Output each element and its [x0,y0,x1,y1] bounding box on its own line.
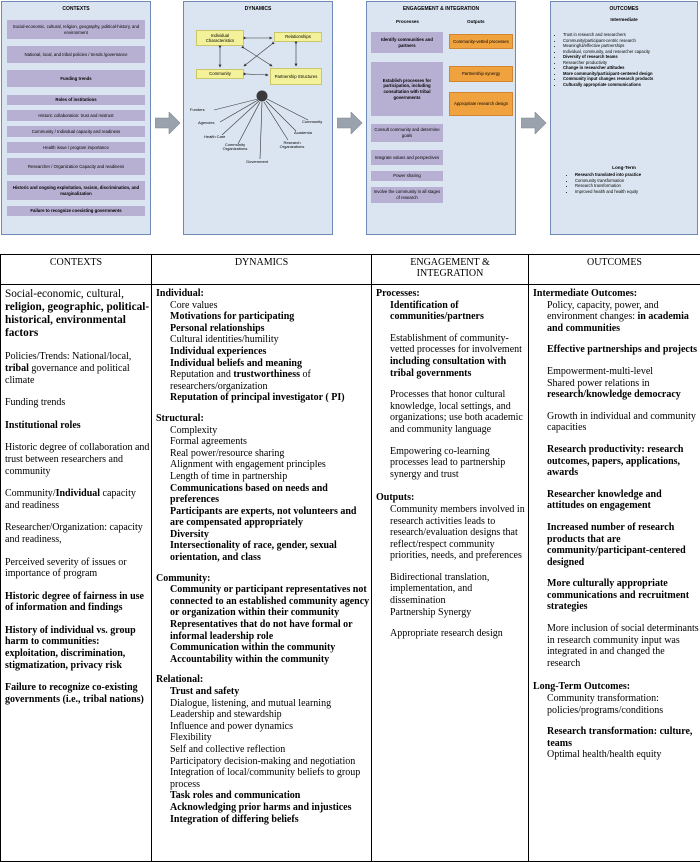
dynamics-cell [152,285,372,862]
list-item: Diversity [170,529,371,541]
dynamics-structural-section [156,413,371,564]
process-box: Establish processes for participation, including consultation with tribal governments [371,62,443,116]
context-item: Funding trends [5,397,151,409]
context-item: Researcher/Organization: capacity and readiness, [5,522,151,545]
context-item: History of individual vs. group harm to communities: exploitation, discrimination, stigmatization, privacy risk [5,625,151,671]
list-item: Acknowledging prior harms and injustices [170,802,371,814]
list-item: • Researcher productivity [563,60,695,66]
contexts-cell [1,285,152,862]
list-item: Growth in individual and community capacities [547,411,700,434]
list-item: Empowering co-learning processes lead to partnership synergy and trust [390,446,528,481]
partnership-structures-box: Partnership Structures [270,68,322,85]
list-item: Alignment with engagement principles [170,459,371,471]
community-box: Community [196,69,244,79]
processes-heading: Processes [396,19,419,24]
list-item: • Trust in research and researchers [563,32,695,38]
list-item: Increased number of research products that are community/participant-centered designed [547,522,700,568]
intermediate-outcomes-list [555,32,695,87]
context-box: Community / Individual capacity and readiness [7,126,145,137]
list-item: Policy, capacity, power, and environment changes: in academia and communities [547,300,700,335]
list-item: • More community/participant-centered design [563,71,695,77]
list-item: Integration of differing beliefs [170,814,371,826]
list-item: • Research translated into practice [575,172,699,178]
list-item: • Community transformation [575,178,699,184]
spoke-label: Community [302,119,322,124]
list-item: Reputation and trustworthiness of researchers/organization [170,369,371,392]
spoke-label: Research Organizations [276,141,308,150]
list-item: • Change in researcher attitudes [563,65,695,71]
list-item: Community or participant representatives not connected to an established community agency or organization within their community [170,584,371,619]
list-item: Communication within the community [170,642,371,654]
list-item: Community members involved in research activities leads to research/evaluation designs that reflect/respect community priorities, needs, and preferences [390,504,528,562]
list-item: Cultural identities/humility [170,334,371,346]
process-box: Integrate values and perspectives [371,150,443,165]
list-item: Empowerment-multi-level Shared power relations in research/knowledge democracy [547,366,700,401]
process-box: Identify communities and partners [371,32,443,53]
list-item: • Individual, community, and researcher capacity [563,49,695,55]
section-heading: Individual: [156,288,371,300]
section-heading: Outputs: [376,492,528,504]
spoke-label: Health Care [204,134,225,139]
list-item: Establishment of community-vetted processes for involvement including consultation with tribal governments [390,333,528,379]
context-box: Researcher / Organization Capacity and readiness [7,158,145,175]
spoke-label: Academia [294,130,312,135]
table-row [1,285,700,862]
section-heading: Long-Term Outcomes: [533,681,700,693]
list-item: Length of time in partnership [170,471,371,483]
list-item: Accountability within the community [170,654,371,666]
list-item: • Community/participant-centric research [563,38,695,44]
list-item: Self and collective reflection [170,744,371,756]
list-item: Partnership Synergy [390,607,528,619]
list-item: Formal agreements [170,436,371,448]
spoke-label: Agencies [198,120,214,125]
column-header-dynamics: DYNAMICS [152,255,372,285]
list-item: Appropriate research design [390,628,528,640]
list-item: • Improved health and health equity [575,189,699,195]
list-item: Community transformation: policies/programs/conditions [547,693,700,716]
list-item: Core values [170,300,371,312]
column-header-outcomes: OUTCOMES [529,255,700,285]
list-item: Task roles and communication [170,790,371,802]
dynamics-panel-title: DYNAMICS [184,6,332,12]
list-item: Dialogue, listening, and mutual learning [170,698,371,710]
output-box: Appropriate research design [449,92,513,116]
list-item: • Community input changes research products [563,76,695,82]
intermediate-heading: Intermediate [551,17,697,22]
list-item: • Meaningful/effective partnerships [563,43,695,49]
list-item: Identification of communities/partners [390,300,528,323]
list-item: Participants are experts, not volunteers and are compensated appropriately [170,506,371,529]
outputs-heading: Outputs [467,19,485,24]
list-item: Leadership and stewardship [170,709,371,721]
list-item: Flexibility [170,732,371,744]
spoke-label: Community Organizations [217,143,253,152]
outcomes-panel [550,1,698,235]
list-item: Real power/resource sharing [170,448,371,460]
list-item: Personal relationships [170,323,371,335]
spoke-label: Funders [190,107,205,112]
list-item: Motivations for participating [170,311,371,323]
context-box: National, local, and tribal policies / trends /governance [7,46,145,63]
list-item: Complexity [170,425,371,437]
individual-characteristics-box: Individual Characteristics [196,30,244,46]
dynamics-relational-section [156,674,371,825]
section-heading: Relational: [156,674,371,686]
longterm-heading: Long-Term [551,165,697,170]
list-item: Optimal health/health equity [547,749,700,761]
list-item: More inclusion of social determinants in research community input was integrated in and changed the research [547,623,700,669]
output-box: Community-vetted processes [449,34,513,49]
context-box: Roles of institutions [7,95,145,105]
list-item: Research transformation: culture, teams [547,726,700,749]
engagement-cell [372,285,529,862]
section-heading: Structural: [156,413,371,425]
column-header-contexts: CONTEXTS [1,255,152,285]
section-heading: Intermediate Outcomes: [533,288,700,300]
spoke-label: Government [246,159,268,164]
list-item: More culturally appropriate communications and recruitment strategies [547,578,700,613]
relationships-box: Relationships [274,32,322,42]
dynamics-individual-section [156,288,371,404]
context-item: Community/Individual capacity and readiness [5,488,151,511]
list-item: Communications based on needs and preferences [170,483,371,506]
list-item: Representatives that do not have formal or informal leadership role [170,619,371,642]
context-item: Historic degree of fairness in use of information and findings [5,591,151,614]
flow-arrow-icon [521,112,547,134]
context-item: Institutional roles [5,420,151,432]
list-item: Researcher knowledge and attitudes on engagement [547,489,700,512]
list-item: Integration of local/community beliefs to group process [170,767,371,790]
list-item: Research productivity: research outcomes, papers, applications, awards [547,444,700,479]
longterm-outcomes-list [567,172,699,194]
context-box: Historic collaboration: trust and mistrust [7,110,145,121]
context-box: Health issue / program importance [7,142,145,153]
section-heading: Processes: [376,288,528,300]
list-item: • Research transformation [575,183,699,189]
context-box: Funding trends [7,70,145,87]
list-item: Reputation of principal investigator ( PI) [170,392,371,404]
dynamics-panel [183,1,333,235]
list-item: Influence and power dynamics [170,721,371,733]
context-item: Historic degree of collaboration and trust between researchers and community [5,442,151,477]
section-heading: Community: [156,573,371,585]
list-item: Trust and safety [170,686,371,698]
output-box: Partnership synergy [449,66,513,82]
flow-arrow-icon [337,112,363,134]
process-box: Power sharing [371,171,443,181]
context-box: Failure to recognize coexisting governments [7,206,145,216]
process-box: Involve the community in all stages of research [371,187,443,203]
engagement-panel-title: ENGAGEMENT & INTEGRATION [367,6,515,12]
list-item: Participatory decision-making and negotiation [170,756,371,768]
context-item: Social-economic, cultural, religion, geographic, political-historical, environmental factors [5,288,151,340]
process-box: Consult community and determine goals [371,124,443,142]
table-header-row [1,255,700,285]
list-item: Individual beliefs and meaning [170,358,371,370]
framework-table [0,254,700,862]
context-box: Social-economic, cultural, religion, geography, political-history, and environment [7,20,145,39]
list-item: Processes that honor cultural knowledge, local settings, and organizations; use both academic and community language [390,389,528,435]
flow-arrow-icon [155,112,181,134]
column-header-engagement: ENGAGEMENT & INTEGRATION [372,255,529,285]
outcomes-panel-title: OUTCOMES [551,6,697,12]
context-box: Historic and ongoing exploitation, racism, discrimination, and marginalization [7,181,145,200]
list-item: Bidirectional translation, implementation, and dissemination [390,572,528,607]
context-item: Policies/Trends: National/local, tribal governance and political climate [5,351,151,386]
contexts-panel [1,1,151,235]
list-item: Individual experiences [170,346,371,358]
context-item: Perceived severity of issues or importance of program [5,557,151,580]
list-item: • Culturally appropriate communications [563,82,695,88]
list-item: Intersectionality of race, gender, sexual orientation, and class [170,540,371,563]
context-item: Failure to recognize co-existing governments (i.e., tribal nations) [5,682,151,705]
dynamics-community-section [156,573,371,666]
contexts-panel-title: CONTEXTS [2,6,150,12]
outcomes-cell [529,285,700,862]
list-item: Effective partnerships and projects [547,344,700,356]
engagement-panel [366,1,516,235]
list-item: • Diversity of research teams [563,54,695,60]
